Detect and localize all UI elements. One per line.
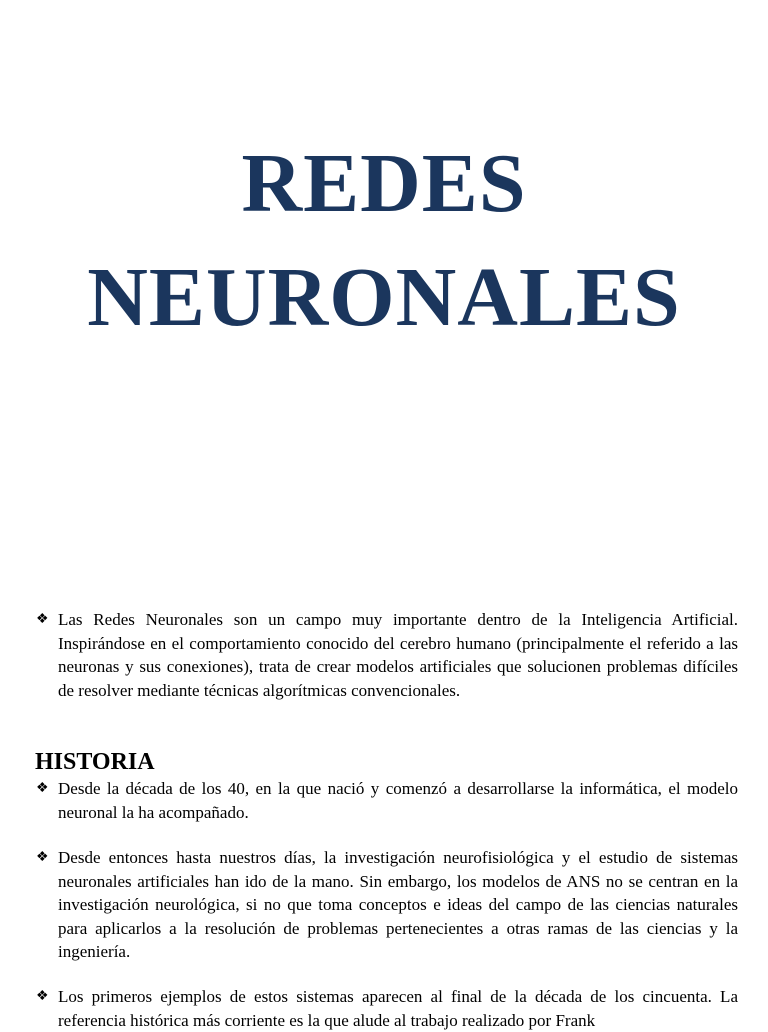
history-text-3: Los primeros ejemplos de estos sistemas aparecen al final de la década de los cincuenta. La referencia histórica más corriente es la que alude al trabajo realizado por Frank [58, 987, 738, 1030]
intro-paragraph [36, 608, 738, 702]
history-paragraph-1 [36, 777, 738, 824]
bullet-diamond-icon: ❖ [36, 781, 49, 796]
document-title-line-2: NEURONALES [87, 251, 681, 344]
history-text-1: Desde la década de los 40, en la que nació y comenzó a desarrollarse la informática, el modelo neuronal la ha acompañado. [58, 779, 738, 822]
intro-text: Las Redes Neuronales son un campo muy importante dentro de la Inteligencia Artificial. Inspirándose en el comportamiento conocido del cerebro humano (principalmente el referido a las neuronas y sus conexiones), trata de crear modelos artificiales que solucionen problemas difíciles de resolver mediante técnicas algorítmicas convencionales. [58, 610, 738, 700]
bullet-diamond-icon: ❖ [36, 612, 49, 627]
bullet-diamond-icon: ❖ [36, 850, 49, 865]
history-text-2: Desde entonces hasta nuestros días, la investigación neurofisiológica y el estudio de sistemas neuronales artificiales han ido de la mano. Sin embargo, los modelos de ANS no se centran en la investigación neurológica, si no que toma conceptos e ideas del campo de las ciencias naturales para aplicarlos a la resolución de problemas pertenecientes a otras ramas de las ciencias y la ingeniería. [58, 848, 738, 961]
document-title-line-1: REDES [241, 137, 527, 230]
history-paragraph-2 [36, 846, 738, 964]
bullet-diamond-icon: ❖ [36, 989, 49, 1004]
section-heading-historia: HISTORIA [35, 749, 155, 775]
history-paragraph-3 [36, 985, 738, 1032]
